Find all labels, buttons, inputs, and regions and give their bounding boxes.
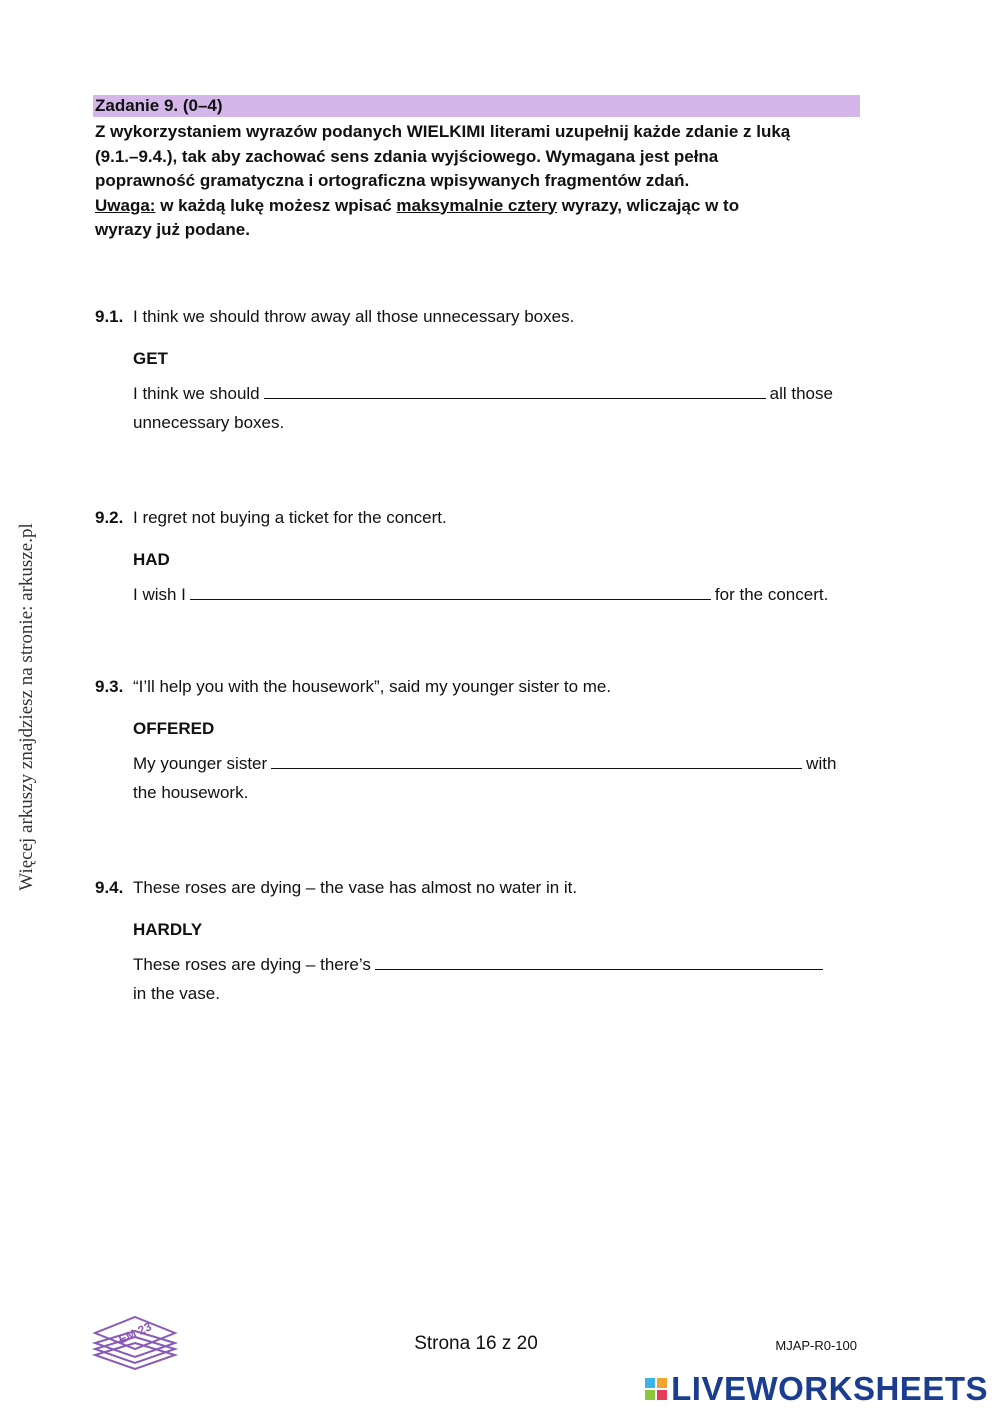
answer-blank[interactable] [375, 952, 823, 970]
side-watermark-text: Więcej arkuszy znajdziesz na stronie: arkusze.pl [16, 523, 37, 891]
brand-square [657, 1378, 667, 1388]
item-prompt: I think we should throw away all those unnecessary boxes. [133, 307, 575, 326]
item-prompt: These roses are dying – the vase has almost no water in it. [133, 878, 578, 897]
exercise-item-9-3 [95, 677, 865, 802]
instruction-line: wyrazy już podane. [95, 220, 250, 239]
note-emphasis: maksymalnie cztery [396, 195, 558, 215]
sentence-start: I think we should [133, 384, 260, 403]
instruction-note [95, 194, 865, 219]
liveworksheets-brand[interactable] [645, 1370, 988, 1408]
exercise-item-9-2 [95, 508, 865, 604]
key-word: HAD [133, 550, 170, 569]
answer-blank[interactable] [190, 582, 711, 600]
sentence-start: I wish I [133, 585, 186, 604]
item-number: 9.4. [95, 878, 124, 897]
brand-square [645, 1378, 655, 1388]
sentence-end: all those [769, 384, 833, 403]
note-text: wyrazy, wliczając w to [557, 195, 740, 215]
instruction-line: Z wykorzystaniem wyrazów podanych WIELKIMI literami uzupełnij każde zdanie z luką [95, 122, 791, 141]
item-number: 9.2. [95, 508, 124, 527]
sentence-start: My younger sister [133, 754, 268, 773]
brand-square [657, 1390, 667, 1400]
sentence-end: for the concert. [714, 585, 829, 604]
sentence-start: These roses are dying – there’s [133, 955, 371, 974]
key-word: OFFERED [133, 719, 215, 738]
exercise-item-9-4 [95, 878, 865, 1003]
item-prompt: “I’ll help you with the housework”, said my younger sister to me. [133, 677, 612, 696]
item-prompt: I regret not buying a ticket for the concert. [133, 508, 447, 527]
answer-blank[interactable] [264, 381, 766, 399]
task-header: Zadanie 9. (0–4) [93, 95, 860, 117]
task-instructions [95, 120, 865, 243]
page-number: Strona 16 z 20 [414, 1333, 538, 1354]
sentence-end: with [806, 754, 837, 773]
brand-square [645, 1390, 655, 1400]
instruction-line: poprawność gramatyczna i ortograficzna wpisywanych fragmentów zdań. [95, 171, 690, 190]
brand-squares-icon [645, 1378, 667, 1400]
brand-name: LIVEWORKSHEETS [671, 1370, 988, 1407]
key-word: HARDLY [133, 920, 203, 939]
answer-blank[interactable] [271, 751, 802, 769]
sentence-continuation: in the vase. [133, 984, 220, 1003]
note-text: w każdą lukę możesz wpisać [155, 195, 397, 215]
item-number: 9.1. [95, 307, 124, 326]
logo-text: EM 23 [116, 1319, 154, 1347]
exercise-item-9-1 [95, 307, 865, 432]
note-label: Uwaga: [95, 195, 156, 215]
key-word: GET [133, 349, 168, 368]
item-number: 9.3. [95, 677, 124, 696]
exam-code: MJAP-R0-100 [775, 1338, 857, 1353]
instruction-line: (9.1.–9.4.), tak aby zachować sens zdania wyjściowego. Wymagana jest pełna [95, 146, 719, 166]
sentence-continuation: the housework. [133, 783, 249, 802]
sentence-continuation: unnecessary boxes. [133, 413, 285, 432]
